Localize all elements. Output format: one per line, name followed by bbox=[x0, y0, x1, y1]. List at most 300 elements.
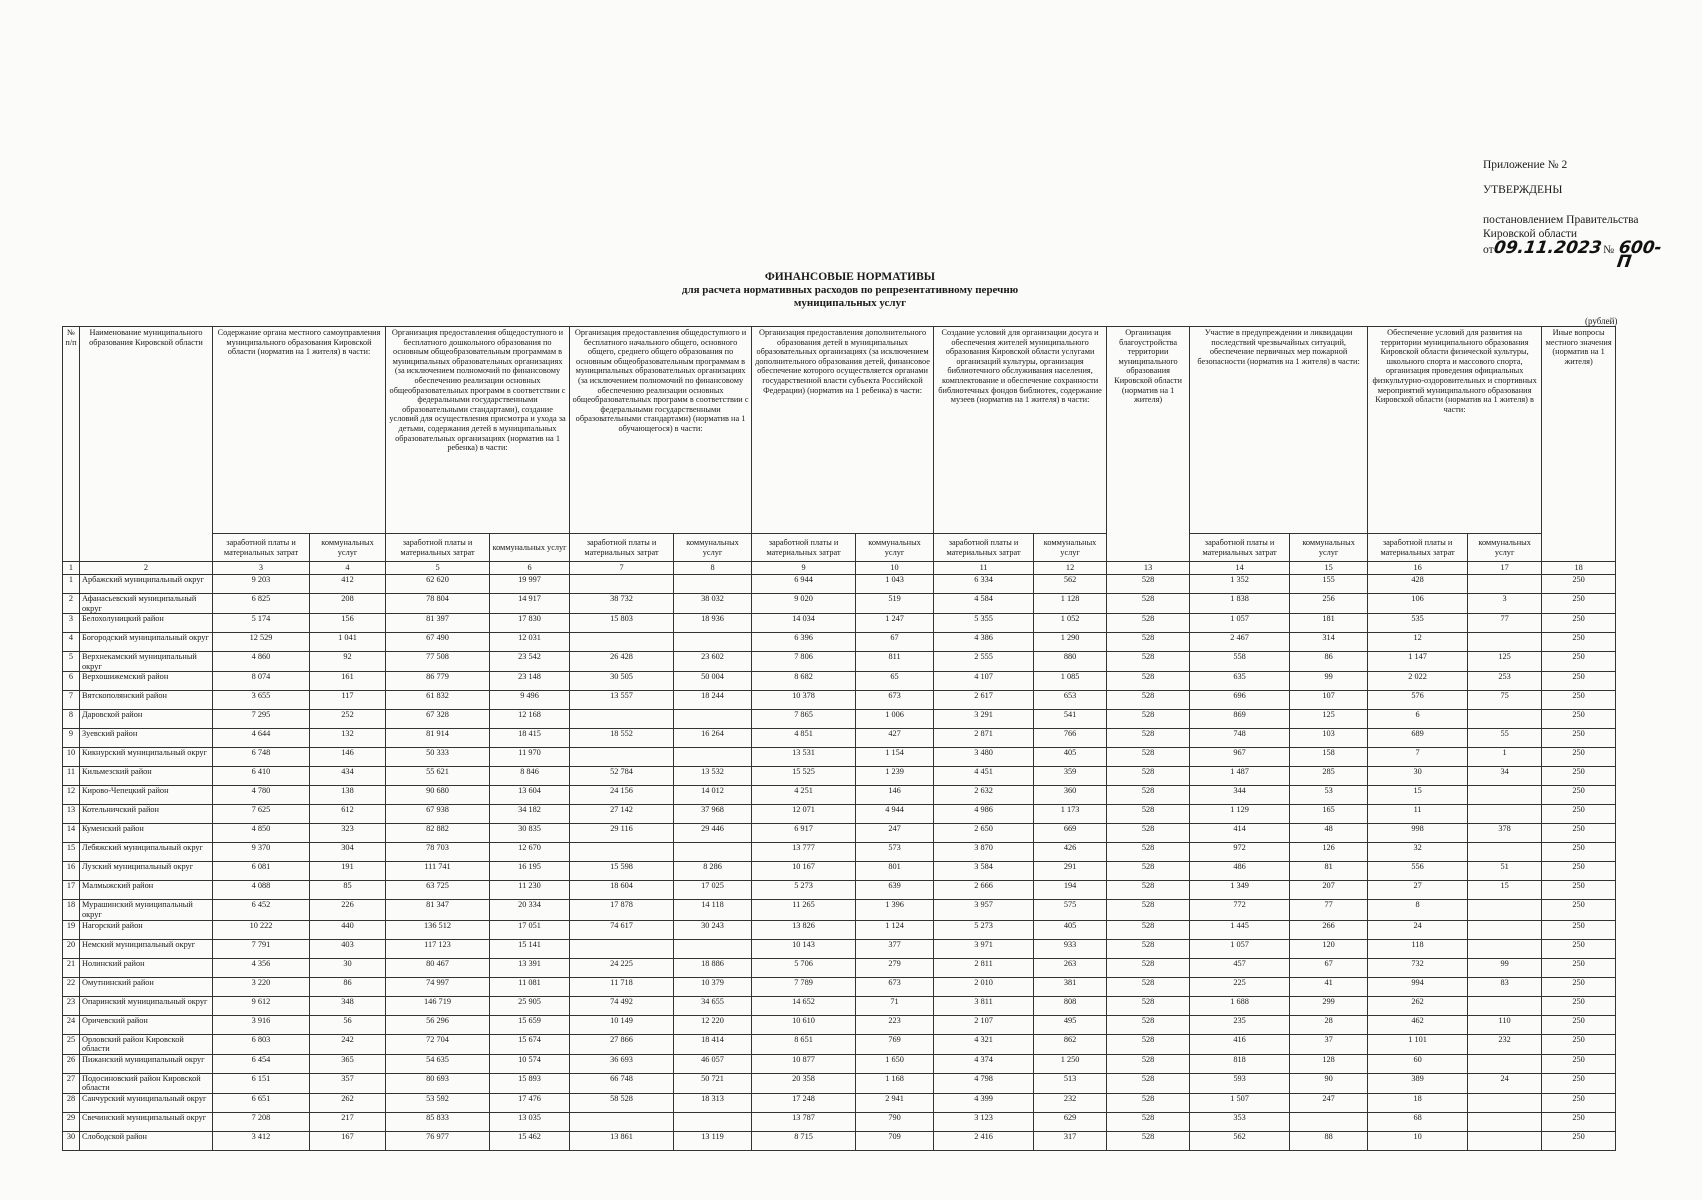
header-name: Наименование муниципального образования Кировской области bbox=[80, 327, 213, 562]
approval-block bbox=[1483, 158, 1673, 272]
value-cell: 37 968 bbox=[674, 805, 752, 824]
value-cell: 86 bbox=[1290, 652, 1368, 672]
value-cell: 9 496 bbox=[490, 691, 570, 710]
value-cell: 972 bbox=[1190, 843, 1290, 862]
value-cell: 26 428 bbox=[570, 652, 674, 672]
value-cell: 36 693 bbox=[570, 1054, 674, 1073]
value-cell: 1 057 bbox=[1190, 939, 1290, 958]
value-cell: 77 508 bbox=[386, 652, 490, 672]
value-cell: 250 bbox=[1542, 1131, 1616, 1150]
sub-header-salary: заработной платы и материальных затрат bbox=[752, 534, 856, 562]
value-cell: 18 244 bbox=[674, 691, 752, 710]
value-cell: 13 035 bbox=[490, 1112, 570, 1131]
value-cell: 250 bbox=[1542, 824, 1616, 843]
value-cell: 10 378 bbox=[752, 691, 856, 710]
value-cell: 1 101 bbox=[1368, 1034, 1468, 1054]
value-cell: 250 bbox=[1542, 633, 1616, 652]
row-number: 30 bbox=[63, 1131, 80, 1150]
value-cell: 862 bbox=[1034, 1034, 1107, 1054]
value-cell: 6 452 bbox=[213, 900, 310, 920]
value-cell: 9 020 bbox=[752, 594, 856, 614]
value-cell bbox=[1468, 939, 1542, 958]
value-cell: 250 bbox=[1542, 900, 1616, 920]
value-cell: 9 370 bbox=[213, 843, 310, 862]
value-cell: 16 264 bbox=[674, 729, 752, 748]
value-cell: 4 584 bbox=[934, 594, 1034, 614]
value-cell: 462 bbox=[1368, 1015, 1468, 1034]
municipality-name: Кирово-Чепецкий район bbox=[80, 786, 213, 805]
value-cell: 252 bbox=[310, 710, 386, 729]
value-cell: 528 bbox=[1107, 594, 1190, 614]
value-cell: 811 bbox=[856, 652, 934, 672]
table-row bbox=[63, 1015, 1616, 1034]
value-cell: 161 bbox=[310, 672, 386, 691]
value-cell: 1 085 bbox=[1034, 672, 1107, 691]
table-row bbox=[63, 575, 1616, 594]
column-number: 4 bbox=[310, 562, 386, 575]
value-cell: 250 bbox=[1542, 1015, 1616, 1034]
value-cell: 558 bbox=[1190, 652, 1290, 672]
value-cell: 226 bbox=[310, 900, 386, 920]
value-cell: 235 bbox=[1190, 1015, 1290, 1034]
value-cell bbox=[674, 939, 752, 958]
value-cell bbox=[570, 633, 674, 652]
municipality-name: Опаринский муниципальный округ bbox=[80, 996, 213, 1015]
value-cell: 2 650 bbox=[934, 824, 1034, 843]
table-row bbox=[63, 1073, 1616, 1093]
value-cell: 12 670 bbox=[490, 843, 570, 862]
value-cell: 250 bbox=[1542, 1093, 1616, 1112]
sub-header-salary: заработной платы и материальных затрат bbox=[934, 534, 1034, 562]
value-cell: 20 358 bbox=[752, 1073, 856, 1093]
value-cell: 2 107 bbox=[934, 1015, 1034, 1034]
value-cell: 250 bbox=[1542, 767, 1616, 786]
value-cell bbox=[1468, 1054, 1542, 1073]
table-row bbox=[63, 1093, 1616, 1112]
decree-line-2: Кировской области bbox=[1483, 228, 1578, 240]
value-cell: 528 bbox=[1107, 939, 1190, 958]
sub-header-salary: заработной платы и материальных затрат bbox=[570, 534, 674, 562]
value-cell: 71 bbox=[856, 996, 934, 1015]
value-cell: 60 bbox=[1368, 1054, 1468, 1073]
value-cell: 263 bbox=[1034, 958, 1107, 977]
value-cell: 15 bbox=[1368, 786, 1468, 805]
value-cell: 77 bbox=[1290, 900, 1368, 920]
value-cell: 13 861 bbox=[570, 1131, 674, 1150]
value-cell: 208 bbox=[310, 594, 386, 614]
value-cell bbox=[674, 633, 752, 652]
value-cell: 6 917 bbox=[752, 824, 856, 843]
municipality-name: Малмыжский район bbox=[80, 881, 213, 900]
municipality-name: Зуевский район bbox=[80, 729, 213, 748]
value-cell: 77 bbox=[1468, 614, 1542, 633]
value-cell: 14 917 bbox=[490, 594, 570, 614]
row-number: 2 bbox=[63, 594, 80, 614]
value-cell: 4 374 bbox=[934, 1054, 1034, 1073]
table-row bbox=[63, 996, 1616, 1015]
value-cell: 24 bbox=[1468, 1073, 1542, 1093]
sub-header-salary: заработной платы и материальных затрат bbox=[386, 534, 490, 562]
municipality-name: Куменский район bbox=[80, 824, 213, 843]
value-cell: 83 bbox=[1468, 977, 1542, 996]
row-number: 1 bbox=[63, 575, 80, 594]
value-cell: 3 bbox=[1468, 594, 1542, 614]
value-cell: 2 666 bbox=[934, 881, 1034, 900]
value-cell: 998 bbox=[1368, 824, 1468, 843]
value-cell: 428 bbox=[1368, 575, 1468, 594]
value-cell: 125 bbox=[1290, 710, 1368, 729]
value-cell: 58 528 bbox=[570, 1093, 674, 1112]
value-cell: 3 870 bbox=[934, 843, 1034, 862]
municipality-name: Нагорский район bbox=[80, 920, 213, 939]
value-cell: 23 148 bbox=[490, 672, 570, 691]
units-label: (рублей) bbox=[1585, 316, 1618, 326]
value-cell: 576 bbox=[1368, 691, 1468, 710]
value-cell: 266 bbox=[1290, 920, 1368, 939]
value-cell: 16 195 bbox=[490, 862, 570, 881]
value-cell: 673 bbox=[856, 977, 934, 996]
value-cell: 696 bbox=[1190, 691, 1290, 710]
value-cell: 299 bbox=[1290, 996, 1368, 1015]
value-cell: 24 225 bbox=[570, 958, 674, 977]
value-cell: 51 bbox=[1468, 862, 1542, 881]
value-cell: 30 bbox=[310, 958, 386, 977]
value-cell: 14 012 bbox=[674, 786, 752, 805]
value-cell: 8 846 bbox=[490, 767, 570, 786]
value-cell: 4 356 bbox=[213, 958, 310, 977]
municipality-name: Даровской район bbox=[80, 710, 213, 729]
value-cell: 1 247 bbox=[856, 614, 934, 633]
value-cell: 4 780 bbox=[213, 786, 310, 805]
value-cell: 8 bbox=[1368, 900, 1468, 920]
value-cell: 3 412 bbox=[213, 1131, 310, 1150]
value-cell: 23 602 bbox=[674, 652, 752, 672]
value-cell: 528 bbox=[1107, 843, 1190, 862]
row-number: 16 bbox=[63, 862, 80, 881]
value-cell: 76 977 bbox=[386, 1131, 490, 1150]
header-group-8: Обеспечение условий для развития на территории муниципального образования Кировской области физической культуры, школьного спорта и массового спорта, организация проведения официальных физкультурно-оздоровительных и спортивных мероприятий муниципального образования Кировской области (норматив на 1 жителя) в части: bbox=[1368, 327, 1542, 534]
value-cell: 6 454 bbox=[213, 1054, 310, 1073]
table-row bbox=[63, 1034, 1616, 1054]
value-cell: 1 445 bbox=[1190, 920, 1290, 939]
value-cell: 10 143 bbox=[752, 939, 856, 958]
value-cell: 2 871 bbox=[934, 729, 1034, 748]
value-cell: 3 584 bbox=[934, 862, 1034, 881]
row-number: 25 bbox=[63, 1034, 80, 1054]
value-cell: 250 bbox=[1542, 977, 1616, 996]
table-row bbox=[63, 672, 1616, 691]
document-title bbox=[600, 271, 1100, 310]
row-number: 27 bbox=[63, 1073, 80, 1093]
value-cell: 12 031 bbox=[490, 633, 570, 652]
value-cell: 8 286 bbox=[674, 862, 752, 881]
value-cell: 250 bbox=[1542, 1034, 1616, 1054]
value-cell: 9 203 bbox=[213, 575, 310, 594]
value-cell: 13 604 bbox=[490, 786, 570, 805]
value-cell: 3 971 bbox=[934, 939, 1034, 958]
municipality-name: Белохолуницкий район bbox=[80, 614, 213, 633]
header-group-9: Иные вопросы местного значения (норматив на 1 жителя) bbox=[1542, 327, 1616, 562]
value-cell: 359 bbox=[1034, 767, 1107, 786]
value-cell: 13 119 bbox=[674, 1131, 752, 1150]
value-cell: 55 621 bbox=[386, 767, 490, 786]
municipality-name: Котельничский район bbox=[80, 805, 213, 824]
value-cell: 67 490 bbox=[386, 633, 490, 652]
value-cell: 6 334 bbox=[934, 575, 1034, 594]
value-cell: 1 052 bbox=[1034, 614, 1107, 633]
value-cell: 103 bbox=[1290, 729, 1368, 748]
row-number: 14 bbox=[63, 824, 80, 843]
value-cell: 34 bbox=[1468, 767, 1542, 786]
value-cell: 81 397 bbox=[386, 614, 490, 633]
value-cell: 85 bbox=[310, 881, 386, 900]
value-cell: 38 032 bbox=[674, 594, 752, 614]
value-cell: 13 787 bbox=[752, 1112, 856, 1131]
value-cell bbox=[570, 1112, 674, 1131]
value-cell: 403 bbox=[310, 939, 386, 958]
value-cell: 8 074 bbox=[213, 672, 310, 691]
table-row bbox=[63, 710, 1616, 729]
value-cell: 528 bbox=[1107, 710, 1190, 729]
value-cell: 4 107 bbox=[934, 672, 1034, 691]
value-cell: 7 295 bbox=[213, 710, 310, 729]
value-cell: 528 bbox=[1107, 614, 1190, 633]
value-cell: 1 006 bbox=[856, 710, 934, 729]
value-cell: 15 525 bbox=[752, 767, 856, 786]
value-cell: 1 487 bbox=[1190, 767, 1290, 786]
value-cell: 53 592 bbox=[386, 1093, 490, 1112]
header-group-7: Участие в предупреждении и ликвидации последствий чрезвычайных ситуаций, обеспечение первичных мер пожарной безопасности (норматив на 1 жителя) в части: bbox=[1190, 327, 1368, 534]
value-cell: 279 bbox=[856, 958, 934, 977]
value-cell: 10 574 bbox=[490, 1054, 570, 1073]
value-cell: 19 997 bbox=[490, 575, 570, 594]
value-cell: 10 877 bbox=[752, 1054, 856, 1073]
value-cell: 1 507 bbox=[1190, 1093, 1290, 1112]
value-cell: 933 bbox=[1034, 939, 1107, 958]
value-cell: 8 682 bbox=[752, 672, 856, 691]
sub-header-utilities: коммунальных услуг bbox=[1034, 534, 1107, 562]
value-cell: 242 bbox=[310, 1034, 386, 1054]
table-row bbox=[63, 729, 1616, 748]
sub-header-utilities: коммунальных услуг bbox=[674, 534, 752, 562]
value-cell: 1 352 bbox=[1190, 575, 1290, 594]
value-cell: 573 bbox=[856, 843, 934, 862]
table-row bbox=[63, 900, 1616, 920]
value-cell: 2 555 bbox=[934, 652, 1034, 672]
value-cell: 304 bbox=[310, 843, 386, 862]
value-cell: 17 830 bbox=[490, 614, 570, 633]
value-cell: 250 bbox=[1542, 843, 1616, 862]
value-cell: 405 bbox=[1034, 748, 1107, 767]
value-cell: 191 bbox=[310, 862, 386, 881]
value-cell: 48 bbox=[1290, 824, 1368, 843]
value-cell: 14 118 bbox=[674, 900, 752, 920]
value-cell: 55 bbox=[1468, 729, 1542, 748]
value-cell: 673 bbox=[856, 691, 934, 710]
value-cell: 23 542 bbox=[490, 652, 570, 672]
value-cell: 4 386 bbox=[934, 633, 1034, 652]
value-cell: 8 651 bbox=[752, 1034, 856, 1054]
value-cell: 880 bbox=[1034, 652, 1107, 672]
value-cell: 67 bbox=[1290, 958, 1368, 977]
value-cell: 6 bbox=[1368, 710, 1468, 729]
value-cell: 106 bbox=[1368, 594, 1468, 614]
value-cell bbox=[1468, 786, 1542, 805]
row-number: 13 bbox=[63, 805, 80, 824]
table-row bbox=[63, 767, 1616, 786]
value-cell: 4 944 bbox=[856, 805, 934, 824]
value-cell: 7 bbox=[1368, 748, 1468, 767]
value-cell: 120 bbox=[1290, 939, 1368, 958]
value-cell: 38 732 bbox=[570, 594, 674, 614]
value-cell: 732 bbox=[1368, 958, 1468, 977]
value-cell: 3 655 bbox=[213, 691, 310, 710]
value-cell: 2 617 bbox=[934, 691, 1034, 710]
value-cell: 132 bbox=[310, 729, 386, 748]
value-cell: 486 bbox=[1190, 862, 1290, 881]
value-cell: 528 bbox=[1107, 748, 1190, 767]
value-cell bbox=[570, 843, 674, 862]
value-cell: 86 bbox=[310, 977, 386, 996]
value-cell: 6 396 bbox=[752, 633, 856, 652]
sub-header-salary: заработной платы и материальных затрат bbox=[1190, 534, 1290, 562]
value-cell: 7 865 bbox=[752, 710, 856, 729]
municipality-name: Санчурский муниципальный округ bbox=[80, 1093, 213, 1112]
value-cell: 11 970 bbox=[490, 748, 570, 767]
value-cell: 78 804 bbox=[386, 594, 490, 614]
value-cell bbox=[674, 748, 752, 767]
value-cell: 4 399 bbox=[934, 1093, 1034, 1112]
column-number: 13 bbox=[1107, 562, 1190, 575]
value-cell: 250 bbox=[1542, 920, 1616, 939]
value-cell: 535 bbox=[1368, 614, 1468, 633]
value-cell: 4 321 bbox=[934, 1034, 1034, 1054]
value-cell: 1 057 bbox=[1190, 614, 1290, 633]
table-row bbox=[63, 1054, 1616, 1073]
value-cell: 181 bbox=[1290, 614, 1368, 633]
handwritten-date: 09.11.2023 bbox=[1492, 238, 1603, 258]
value-cell: 247 bbox=[856, 824, 934, 843]
value-cell: 11 718 bbox=[570, 977, 674, 996]
value-cell: 247 bbox=[1290, 1093, 1368, 1112]
value-cell: 262 bbox=[1368, 996, 1468, 1015]
value-cell: 29 446 bbox=[674, 824, 752, 843]
value-cell: 12 bbox=[1368, 633, 1468, 652]
value-cell: 348 bbox=[310, 996, 386, 1015]
table-row bbox=[63, 1131, 1616, 1150]
value-cell: 250 bbox=[1542, 748, 1616, 767]
value-cell: 513 bbox=[1034, 1073, 1107, 1093]
table-row bbox=[63, 977, 1616, 996]
value-cell: 67 328 bbox=[386, 710, 490, 729]
value-cell: 4 986 bbox=[934, 805, 1034, 824]
value-cell: 426 bbox=[1034, 843, 1107, 862]
value-cell: 15 893 bbox=[490, 1073, 570, 1093]
value-cell: 2 941 bbox=[856, 1093, 934, 1112]
value-cell: 72 704 bbox=[386, 1034, 490, 1054]
value-cell: 50 004 bbox=[674, 672, 752, 691]
row-number: 7 bbox=[63, 691, 80, 710]
value-cell bbox=[1468, 805, 1542, 824]
value-cell: 27 866 bbox=[570, 1034, 674, 1054]
value-cell: 5 706 bbox=[752, 958, 856, 977]
value-cell: 250 bbox=[1542, 1054, 1616, 1073]
sub-header-salary: заработной платы и материальных затрат bbox=[1368, 534, 1468, 562]
value-cell: 30 505 bbox=[570, 672, 674, 691]
value-cell: 194 bbox=[1034, 881, 1107, 900]
value-cell: 2 022 bbox=[1368, 672, 1468, 691]
row-number: 10 bbox=[63, 748, 80, 767]
column-number: 17 bbox=[1468, 562, 1542, 575]
value-cell bbox=[570, 939, 674, 958]
value-cell: 405 bbox=[1034, 920, 1107, 939]
value-cell: 2 010 bbox=[934, 977, 1034, 996]
value-cell: 250 bbox=[1542, 862, 1616, 881]
column-number: 16 bbox=[1368, 562, 1468, 575]
value-cell: 653 bbox=[1034, 691, 1107, 710]
value-cell: 769 bbox=[856, 1034, 934, 1054]
number-prefix: № bbox=[1603, 244, 1615, 256]
value-cell: 528 bbox=[1107, 1073, 1190, 1093]
value-cell: 74 492 bbox=[570, 996, 674, 1015]
sub-header-utilities: коммунальных услуг bbox=[1468, 534, 1542, 562]
value-cell: 3 291 bbox=[934, 710, 1034, 729]
value-cell: 6 410 bbox=[213, 767, 310, 786]
value-cell: 81 bbox=[1290, 862, 1368, 881]
value-cell: 528 bbox=[1107, 672, 1190, 691]
value-cell: 635 bbox=[1190, 672, 1290, 691]
column-number: 1 bbox=[63, 562, 80, 575]
value-cell: 80 467 bbox=[386, 958, 490, 977]
value-cell: 2 416 bbox=[934, 1131, 1034, 1150]
value-cell: 250 bbox=[1542, 729, 1616, 748]
value-cell: 528 bbox=[1107, 786, 1190, 805]
municipality-name: Омутнинский район bbox=[80, 977, 213, 996]
value-cell: 291 bbox=[1034, 862, 1107, 881]
value-cell: 1 650 bbox=[856, 1054, 934, 1073]
value-cell: 37 bbox=[1290, 1034, 1368, 1054]
value-cell: 434 bbox=[310, 767, 386, 786]
value-cell: 7 806 bbox=[752, 652, 856, 672]
value-cell: 41 bbox=[1290, 977, 1368, 996]
value-cell: 1 838 bbox=[1190, 594, 1290, 614]
column-number: 3 bbox=[213, 562, 310, 575]
row-number: 28 bbox=[63, 1093, 80, 1112]
table-row bbox=[63, 805, 1616, 824]
value-cell: 381 bbox=[1034, 977, 1107, 996]
row-number: 23 bbox=[63, 996, 80, 1015]
value-cell: 528 bbox=[1107, 691, 1190, 710]
column-number: 15 bbox=[1290, 562, 1368, 575]
value-cell: 17 476 bbox=[490, 1093, 570, 1112]
value-cell: 50 333 bbox=[386, 748, 490, 767]
normatives-table bbox=[62, 326, 1616, 1151]
value-cell: 285 bbox=[1290, 767, 1368, 786]
value-cell: 1 041 bbox=[310, 633, 386, 652]
sub-header-utilities: коммунальных услуг bbox=[490, 534, 570, 562]
value-cell: 250 bbox=[1542, 1112, 1616, 1131]
value-cell: 223 bbox=[856, 1015, 934, 1034]
table-row bbox=[63, 958, 1616, 977]
value-cell: 155 bbox=[1290, 575, 1368, 594]
value-cell: 13 826 bbox=[752, 920, 856, 939]
value-cell: 4 850 bbox=[213, 824, 310, 843]
value-cell: 12 168 bbox=[490, 710, 570, 729]
value-cell: 556 bbox=[1368, 862, 1468, 881]
municipality-name: Арбажский муниципальный округ bbox=[80, 575, 213, 594]
municipality-name: Орловский район Кировской области bbox=[80, 1034, 213, 1054]
value-cell: 11 081 bbox=[490, 977, 570, 996]
